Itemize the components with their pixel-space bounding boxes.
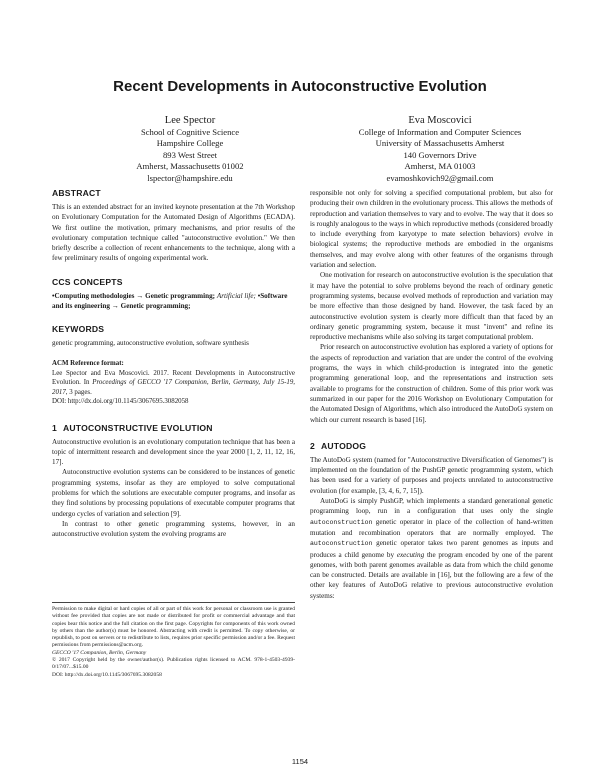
ccs-concepts xyxy=(52,291,295,312)
author-address: 140 Governors Drive xyxy=(403,149,477,160)
author-email: lspector@hampshire.edu xyxy=(147,172,233,183)
section-number: 1 xyxy=(52,422,57,433)
ccs-heading: CCS CONCEPTS xyxy=(52,276,123,287)
author-address: Amherst, Massachusetts 01002 xyxy=(136,161,244,172)
ccs-item-1-italic: Artificial life; xyxy=(216,291,256,300)
acm-reference-post: 3 pages. xyxy=(67,388,92,396)
page-number: 1154 xyxy=(291,757,309,766)
acm-reference-text xyxy=(52,369,295,397)
acm-reference-venue: Proceedings of GECCO '17 Companion, Berlin, Germany, July 15-19, 2017, xyxy=(52,379,295,396)
section-title: AUTOCONSTRUCTIVE EVOLUTION xyxy=(62,422,213,433)
text-run: the program encoded by one of the parent genomes, with both parent genomes available as data from which the child genome can be constructed. Details are available in [16], but the following are a few of the other key features of AutoDoG relative to previous autoconstructive evolution systems: xyxy=(310,550,553,600)
section-2-paragraph xyxy=(310,496,553,601)
conference-name: GECCO '17 Companion, Berlin, Germany xyxy=(52,649,147,656)
text-run: AutoDoG is simply PushGP, which implements a standard generational genetic programming loop, run in a configuration that uses only the single xyxy=(310,497,553,516)
emphasis-term: executing xyxy=(396,550,425,559)
section-number: 2 xyxy=(310,440,315,451)
acm-reference xyxy=(52,359,295,407)
code-term: autoconstruction xyxy=(310,540,373,548)
author-address: Amherst, MA 01003 xyxy=(404,161,476,172)
keywords-heading: KEYWORDS xyxy=(52,324,105,335)
section-2-heading xyxy=(310,441,553,452)
section-1-paragraph: In contrast to other genetic programming systems, however, in an autoconstructive evolution system the evolving programs are xyxy=(52,519,295,539)
abstract-text: This is an extended abstract for an invited keynote presentation at the 7th Workshop on Evolutionary Computation for the Automated Design of Algorithms (ECADA). We first outline the motivation, primary mechanisms, and prior results of the evolutionary computation technique called "autoconstructive evolution." We then briefly describe a collection of recent enhancements to the technique, along with a few preliminary results of ongoing experimental work. xyxy=(52,203,295,263)
section-title: AUTODOG xyxy=(320,440,367,451)
section-1-paragraph: Autoconstructive evolution is an evolutionary computation technique that has been a topic of intermittent research and development since the year 2000 [1, 2, 11, 12, 16, 17]. xyxy=(52,437,295,467)
author-block-1 xyxy=(90,114,290,184)
author-name: Lee Spector xyxy=(164,115,216,126)
author-block-2 xyxy=(335,114,545,184)
section-1-heading xyxy=(52,423,295,434)
right-column xyxy=(310,188,553,601)
author-affiliation: School of Cognitive Science xyxy=(140,127,240,137)
paper-title: Recent Developments in Autoconstructive Evolution xyxy=(113,78,487,95)
code-term: autoconstruction xyxy=(310,518,373,526)
text-run: genetic operator in place of the collection of hand-written mutation and recombination operators that are normally employed. The xyxy=(310,517,553,537)
author-affiliation: College of Information and Computer Sciences xyxy=(358,127,522,137)
section-1-paragraph: Prior research on autoconstructive evolution has explored a variety of options for the aspects of reproduction and variation that are under the control of the evolving programs, the ways in which child-production is integrated into the genetic programming generational loop, and the representations and instruction sets available to programs for the construction of children. Some of this prior work was summarized in our paper for the 2016 Workshop on Evolutionary Computation for the Automated Design of Algorithms, which also introduced the AutoDoG system on which our current research is based [16]. xyxy=(310,343,553,424)
section-1-paragraph: Autoconstructive evolution systems can be considered to be instances of genetic programming systems, insofar as they are employed to solve computational problems for which the solutions are executable computer programs, and insofar as they find solutions by processing populations of executable computer programs that undergo cycles of variation and selection [9]. xyxy=(52,468,295,518)
section-1-paragraph: One motivation for research on autoconstructive evolution is the speculation that it may have the potential to solve problems beyond the reach of ordinary genetic programming systems, because evolved methods of reproduction and variation may be more effective than those designed by hand. However, the task faced by an autoconstructive evolution system is clearly more difficult than that faced by an ordinary genetic programming system, because it must "invent" and refine its reproductive mechanisms while also solving its target computational problem. xyxy=(310,271,553,342)
copyright-footnote xyxy=(52,602,295,679)
author-email: evamoshkovich92@gmail.com xyxy=(386,172,494,183)
permission-notice: Permission to make digital or hard copies of all or part of this work for personal or classroom use is granted without fee provided that copies are not made or distributed for profit or commercial advantage and that copies bear this notice and the full citation on the first page. Copyrights for components of this work owned by others than the author(s) must be honored. Abstracting with credit is permitted. To copy otherwise, or republish, to post on servers or to redistribute to lists, requires prior specific permission and/or a fee. Request permissions from permissions@acm.org. xyxy=(52,606,295,649)
author-name: Eva Moscovici xyxy=(408,115,472,126)
ccs-item-1: •Computing methodologies → Genetic programming; xyxy=(52,291,216,300)
text-run: genetic operator takes two parent genomes as inputs and produces a child genome by xyxy=(310,539,553,559)
author-address: 893 West Street xyxy=(162,149,218,160)
author-affiliation: Hampshire College xyxy=(156,138,224,149)
ccs-item-2: •Software and its engineering → Genetic programming; xyxy=(52,291,288,311)
footnote-doi: DOI: http://dx.doi.org/10.1145/3067695.3082058 xyxy=(52,671,162,678)
section-2-paragraph: The AutoDoG system (named for "Autoconstructive Diversification of Genomes") is implemented on the foundation of the PushGP genetic programming system, which has been used for a variety of purposes and projects unrelated to autoconstructive evolution (for example, [3, 4, 6, 7, 15]). xyxy=(310,455,553,495)
copyright-line: © 2017 Copyright held by the owner/author(s). Publication rights licensed to ACM. 978-1-4503-4939-0/17/07...$15.00 xyxy=(52,657,295,671)
acm-reference-doi: DOI: http://dx.doi.org/10.1145/3067695.3082058 xyxy=(52,398,189,406)
acm-reference-heading: ACM Reference format: xyxy=(52,359,124,367)
acm-reference-pre: Lee Spector and Eva Moscovici. 2017. Recent Developments in Autoconstructive Evolution. In xyxy=(52,369,295,387)
keywords-text: genetic programming, autoconstructive evolution, software synthesis xyxy=(52,339,249,348)
left-column xyxy=(52,188,295,540)
section-1-paragraph-continued: responsible not only for solving a specified computational problem, but also for producing their own children in the evolutionary process. This allows the methods of reproduction and variation themselves to vary and to evolve. The way that it does so is roughly analogous to the ways in which reproductive methods (considered broadly to include everything from karyotype to mate selection behaviors) evolve in biological systems; the reproductive methods are embodied in the organisms themselves, and may evolve along with other features of the organisms through variation and selection. xyxy=(310,189,553,270)
author-affiliation: University of Massachusetts Amherst xyxy=(375,138,505,149)
abstract-heading: ABSTRACT xyxy=(52,188,101,198)
